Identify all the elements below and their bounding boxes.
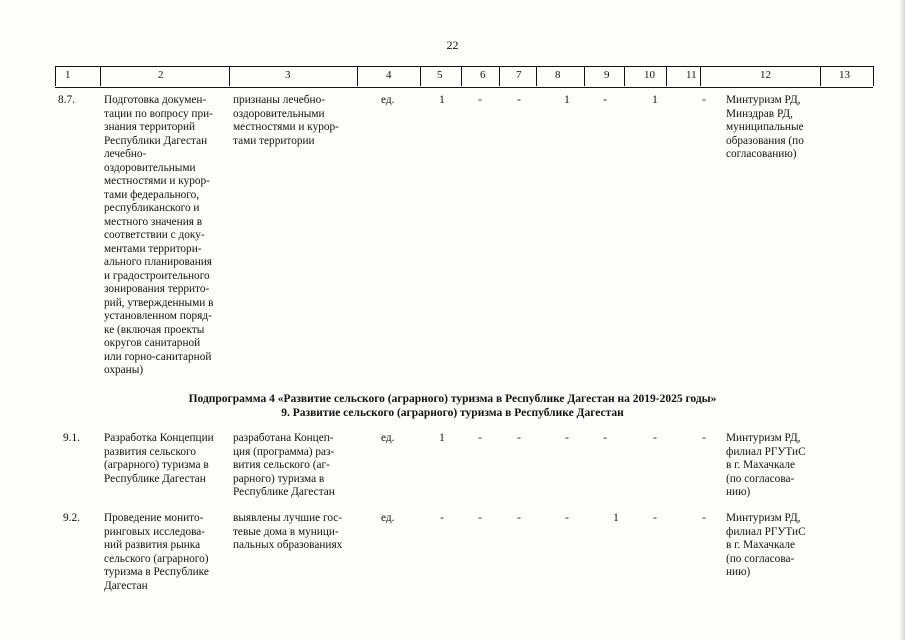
indicator: признаны лечебно- оздоровительными местностями и курор- тами территории bbox=[233, 94, 339, 147]
scan-edge-shadow bbox=[899, 0, 905, 640]
header-cell: 8 bbox=[555, 69, 561, 81]
column-divider bbox=[584, 66, 585, 86]
column-divider bbox=[499, 66, 500, 86]
value-2019: 1 bbox=[439, 432, 445, 444]
header-cell: 2 bbox=[158, 69, 164, 81]
measure-name: Разработка Концепции развития сельского (аграрного) туризма в Республике Дагестан bbox=[104, 432, 214, 485]
header-cell: 1 bbox=[65, 69, 71, 81]
header-cell: 13 bbox=[839, 69, 850, 81]
subprogram-heading: Подпрограмма 4 «Развитие сельского (аграрного) туризма в Республике Дагестан на 2019-2025 годы» bbox=[188, 393, 717, 405]
header-cell: 10 bbox=[644, 69, 655, 81]
indicator: разработана Концеп- ция (программа) раз- вития сельского (аг- рарного) туризма в Республике Дагестан bbox=[233, 432, 335, 498]
header-cell: 3 bbox=[285, 69, 291, 81]
value-2022: - bbox=[565, 512, 569, 524]
value-2023: - bbox=[603, 432, 607, 444]
page-number: 22 bbox=[446, 38, 459, 52]
column-divider bbox=[55, 66, 56, 86]
header-cell: 9 bbox=[604, 69, 610, 81]
row-number: 9.2. bbox=[63, 512, 80, 524]
column-divider bbox=[100, 66, 101, 86]
measure-name: Проведение монито- ринговых исследова- ний развития рынка сельского (аграрного) туризма в Республике Дагестан bbox=[104, 512, 209, 592]
column-divider bbox=[536, 66, 537, 86]
column-divider bbox=[873, 66, 874, 86]
value-2025: - bbox=[702, 94, 706, 106]
column-divider bbox=[420, 66, 421, 86]
section-heading: 9. Развитие сельского (аграрного) туризма в Республике Дагестан bbox=[281, 407, 624, 419]
unit: ед. bbox=[381, 432, 395, 444]
executor: Минтуризм РД, Минздрав РД, муниципальные образования (по согласованию) bbox=[726, 94, 804, 160]
column-divider bbox=[229, 66, 230, 86]
value-2024: - bbox=[653, 512, 657, 524]
value-2024: 1 bbox=[652, 94, 658, 106]
executor: Минтуризм РД, филиал РГУТиС в г. Махачкале (по согласова- нию) bbox=[726, 512, 806, 578]
indicator: выявлены лучшие гос- тевые дома в муници- пальных образованиях bbox=[233, 512, 343, 551]
value-2019: 1 bbox=[439, 94, 445, 106]
header-cell: 11 bbox=[686, 69, 697, 81]
value-2025: - bbox=[702, 512, 706, 524]
header-cell: 5 bbox=[437, 69, 443, 81]
column-divider bbox=[357, 66, 358, 86]
table-header-row bbox=[55, 66, 873, 88]
value-2022: 1 bbox=[564, 94, 570, 106]
value-2021: - bbox=[517, 432, 521, 444]
header-cell: 7 bbox=[516, 69, 522, 81]
header-cell: 12 bbox=[760, 69, 771, 81]
value-2023: - bbox=[603, 94, 607, 106]
value-2020: - bbox=[478, 94, 482, 106]
row-number: 9.1. bbox=[63, 432, 80, 444]
unit: ед. bbox=[381, 512, 395, 524]
value-2020: - bbox=[478, 432, 482, 444]
measure-name: Подготовка докумен- тации по вопросу при- знания территорий Республики Дагестан лечебно- оздоровительными местностями и курор- тами федерального, республиканского и местного значения в соответствии с доку- ментами территори- ального планирования и градостроительного зонирования террито- рий, утвержденными в установленном поряд- ке (включая проекты округов санитарной или горно-санитарной охраны) bbox=[104, 94, 214, 376]
value-2019: - bbox=[440, 512, 444, 524]
value-2023: 1 bbox=[613, 512, 619, 524]
column-divider bbox=[624, 66, 625, 86]
value-2021: - bbox=[517, 512, 521, 524]
executor: Минтуризм РД, филиал РГУТиС в г. Махачкале (по согласова- нию) bbox=[726, 432, 806, 498]
value-2021: - bbox=[517, 94, 521, 106]
row-number: 8.7. bbox=[58, 94, 75, 106]
header-cell: 6 bbox=[480, 69, 486, 81]
unit: ед. bbox=[381, 94, 395, 106]
value-2022: - bbox=[565, 432, 569, 444]
value-2020: - bbox=[478, 512, 482, 524]
value-2024: - bbox=[653, 432, 657, 444]
value-2025: - bbox=[702, 432, 706, 444]
header-cell: 4 bbox=[386, 69, 392, 81]
column-divider bbox=[461, 66, 462, 86]
column-divider bbox=[820, 66, 821, 86]
column-divider bbox=[666, 66, 667, 86]
column-divider bbox=[700, 66, 701, 86]
